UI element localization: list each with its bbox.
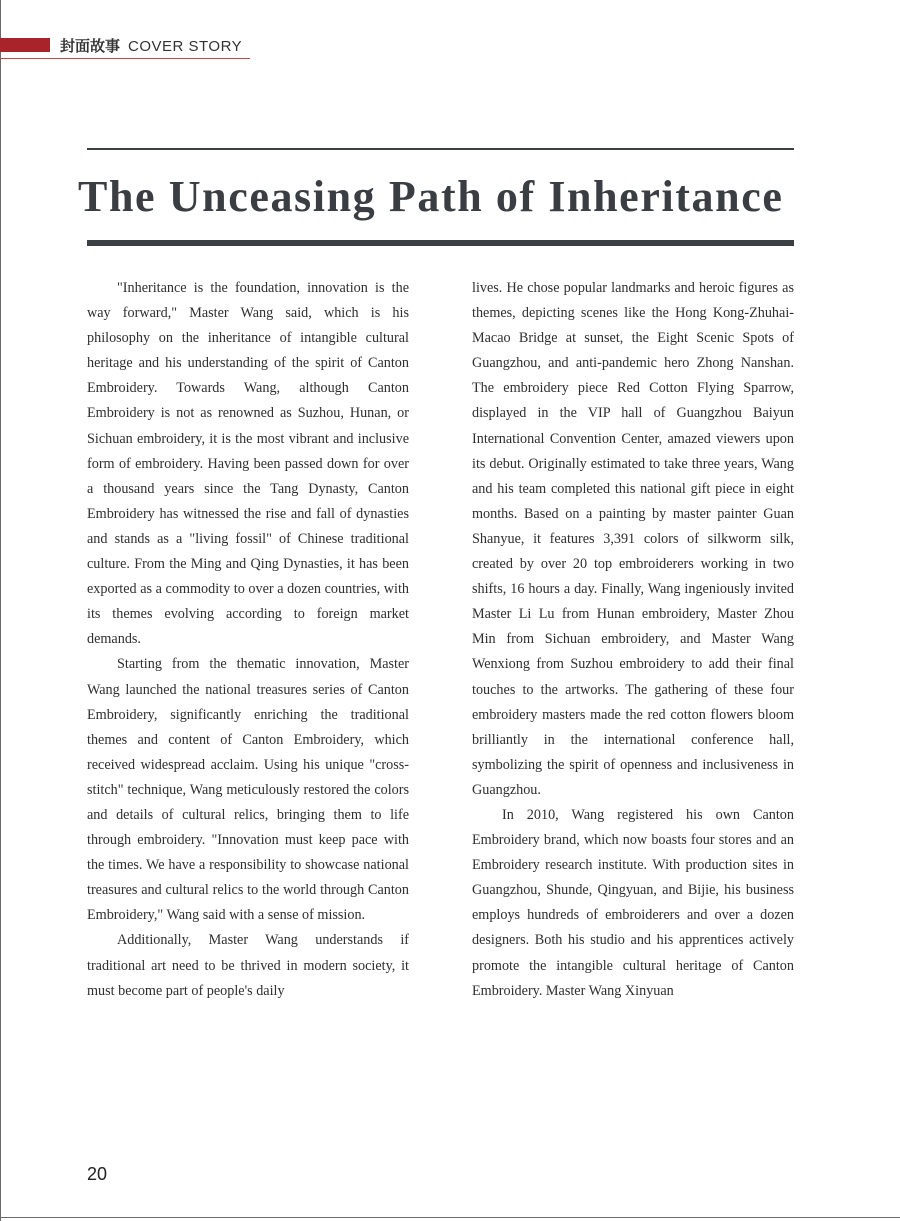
article-title: The Unceasing Path of Inheritance xyxy=(78,172,784,221)
page-frame-left xyxy=(0,0,1,1221)
article-column-left xyxy=(87,276,409,1004)
article-column-right xyxy=(472,276,794,1004)
page-number: 20 xyxy=(87,1164,108,1184)
paragraph-continued: lives. He chose popular landmarks and heroic figures as themes, depicting scenes like the Hong Kong-Zhuhai-Macao Bridge at sunset, the Eight Scenic Spots of Guangzhou, and anti-pandemic hero Zhong Nanshan. The embroidery piece Red Cotton Flying Sparrow, displayed in the VIP hall of Guangzhou Baiyun International Convention Center, amazed viewers upon its debut. Originally estimated to take three years, Wang and his team completed this national gift piece in eight months. Based on a painting by master painter Guan Shanyue, it features 3,391 colors of silkworm silk, created by over 20 top embroiderers working in two shifts, 16 hours a day. Finally, Wang ingeniously invited Master Li Lu from Hunan embroidery, Master Zhou Min from Sichuan embroidery, and Master Wang Wenxiong from Suzhou embroidery to add their final touches to the artworks. The gathering of these four embroidery masters made the red cotton flowers bloom brilliantly in the international conference hall, symbolizing the spirit of openness and inclusiveness in Guangzhou. xyxy=(472,280,794,798)
section-label-chinese: 封面故事 xyxy=(60,38,121,55)
section-label-english: COVER STORY xyxy=(128,38,243,55)
paragraph: "Inheritance is the foundation, innovation is the way forward," Master Wang said, which is his philosophy on the inheritance of intangible cultural heritage and his understanding of the spirit of Canton Embroidery. Towards Wang, although Canton Embroidery is not as renowned as Suzhou, Hunan, or Sichuan embroidery, it is the most vibrant and inclusive form of embroidery. Having been passed down for over a thousand years since the Tang Dynasty, Canton Embroidery has witnessed the rise and fall of dynasties and stands as a "living fossil" of Chinese traditional culture. From the Ming and Qing Dynasties, it has been exported as a commodity to over a dozen countries, with its themes evolving according to foreign market demands. xyxy=(87,280,409,648)
page-frame-bottom xyxy=(0,1217,900,1218)
section-header xyxy=(0,30,250,62)
title-rule-top xyxy=(87,148,794,150)
paragraph: Starting from the thematic innovation, Master Wang launched the national treasures series of Canton Embroidery, significantly enriching the traditional themes and content of Canton Embroidery, which received widespread acclaim. Using his unique "cross-stitch" technique, Wang meticulously restored the colors and details of cultural relics, bringing them to life through embroidery. "Innovation must keep pace with the times. We have a responsibility to showcase national treasures and cultural relics to the world through Canton Embroidery," Wang said with a sense of mission. xyxy=(87,656,409,924)
paragraph: In 2010, Wang registered his own Canton Embroidery brand, which now boasts four stores and an Embroidery research institute. With production sites in Guangzhou, Shunde, Qingyuan, and Bijie, his business employs hundreds of embroiderers and over a dozen designers. Both his studio and his apprentices actively promote the intangible cultural heritage of Canton Embroidery. Master Wang Xinyuan xyxy=(472,806,794,999)
section-accent-bar xyxy=(0,38,50,52)
paragraph: Additionally, Master Wang understands if traditional art need to be thrived in modern society, it must become part of people's daily xyxy=(87,932,409,999)
section-underline xyxy=(0,58,250,59)
title-rule-bottom xyxy=(87,240,794,246)
section-label xyxy=(60,35,242,56)
